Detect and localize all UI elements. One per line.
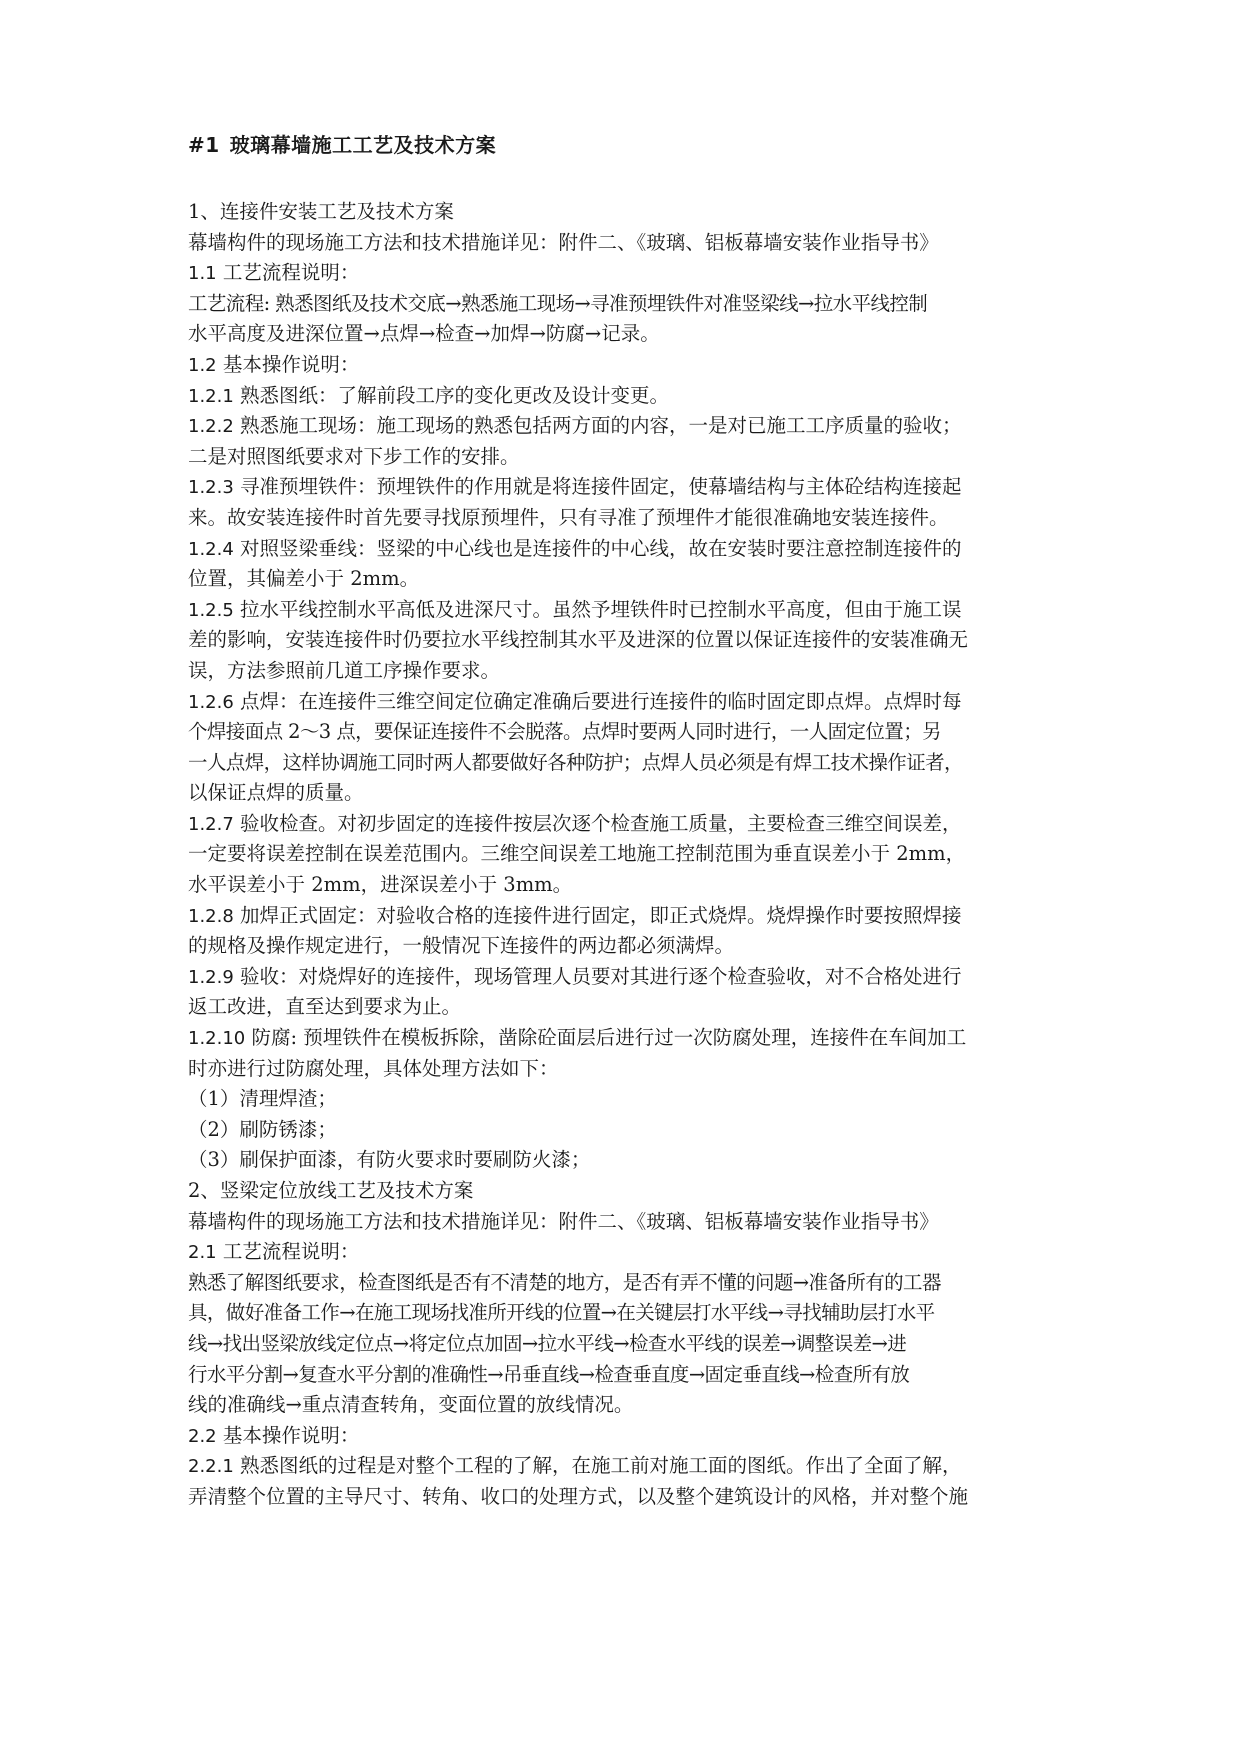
text-line bbox=[188, 1329, 1052, 1360]
text-line bbox=[188, 350, 1052, 381]
line-text: 熟悉图纸：了解前段工序的变化更改及设计变更。 bbox=[233, 383, 670, 407]
text-line bbox=[188, 472, 1052, 503]
line-text: 二是对照图纸要求对下步工作的安排。 bbox=[188, 444, 520, 468]
text-line bbox=[188, 319, 1052, 350]
line-text: 验收：对烧焊好的连接件，现场管理人员要对其进行逐个检查验收，对不合格处进行 bbox=[233, 964, 962, 988]
line-text: 的规格及操作规定进行，一般情况下连接件的两边都必须满焊。 bbox=[188, 934, 735, 958]
text-line bbox=[188, 1084, 1052, 1115]
line-text: 幕墙构件的现场施工方法和技术措施详见：附件二、《玻璃、铝板幕墙安装作业指导书》 bbox=[188, 1209, 939, 1233]
line-text: 弄清整个位置的主导尺寸、转角、收口的处理方式，以及整个建筑设计的风格，并对整个施 bbox=[188, 1484, 969, 1508]
line-text: 来。故安装连接件时首先要寻找原预埋件，只有寻准了预埋件才能很准确地安装连接件。 bbox=[188, 505, 949, 529]
text-line bbox=[188, 901, 1052, 932]
text-line bbox=[188, 839, 1052, 870]
text-line bbox=[188, 1176, 1052, 1207]
text-line bbox=[188, 1298, 1052, 1329]
text-line bbox=[188, 778, 1052, 809]
text-line bbox=[188, 1360, 1052, 1391]
document-title bbox=[188, 130, 496, 160]
text-line bbox=[188, 1207, 1052, 1238]
text-line bbox=[188, 1390, 1052, 1421]
line-text: 个焊接面点 2～3 点，要保证连接件不会脱落。点焊时要两人同时进行，一人固定位置；另 bbox=[188, 720, 942, 744]
text-line bbox=[188, 534, 1052, 565]
line-text: 水平误差小于 2mm，进深误差小于 3mm。 bbox=[188, 873, 573, 897]
line-text: 线的准确线→重点清查转角，变面位置的放线情况。 bbox=[188, 1393, 634, 1417]
text-line bbox=[188, 442, 1052, 473]
section-number: 1.2.7 bbox=[188, 813, 234, 835]
line-text: 工艺流程说明： bbox=[216, 261, 360, 285]
section-number: 1.1 bbox=[188, 263, 217, 285]
line-text: 以保证点焊的质量。 bbox=[188, 781, 364, 805]
text-line bbox=[188, 1421, 1052, 1452]
text-line bbox=[188, 228, 1052, 259]
text-line bbox=[188, 1451, 1052, 1482]
line-text: 对照竖梁垂线：竖梁的中心线也是连接件的中心线，故在安装时要注意控制连接件的 bbox=[233, 536, 962, 560]
section-number: 2.2.1 bbox=[188, 1456, 234, 1478]
section-number: 1.2.2 bbox=[188, 416, 234, 438]
text-line bbox=[188, 1482, 1052, 1513]
title-text: 玻璃幕墙施工工艺及技术方案 bbox=[229, 133, 497, 157]
text-line bbox=[188, 687, 1052, 718]
section-number: 1.2.10 bbox=[188, 1028, 246, 1050]
text-line bbox=[188, 289, 1052, 320]
text-line bbox=[188, 992, 1052, 1023]
text-line bbox=[188, 1115, 1052, 1146]
text-line bbox=[188, 748, 1052, 779]
line-text: 位置，其偏差小于 2mm。 bbox=[188, 567, 420, 591]
line-text: 工艺流程: 熟悉图纸及技术交底→熟悉施工现场→寻准预埋铁件对准竖梁线→拉水平线控制 bbox=[188, 291, 928, 315]
text-line bbox=[188, 717, 1052, 748]
line-text: 验收检查。对初步固定的连接件按层次逐个检查施工质量，主要检查三维空间误差， bbox=[233, 811, 962, 835]
line-text: 熟悉了解图纸要求，检查图纸是否有不清楚的地方，是否有弄不懂的问题→准备所有的工器 bbox=[188, 1270, 941, 1294]
line-text: 拉水平线控制水平高低及进深尺寸。虽然予埋铁件时已控制水平高度，但由于施工误 bbox=[233, 597, 962, 621]
line-text: 寻准预埋铁件：预埋铁件的作用就是将连接件固定，使幕墙结构与主体砼结构连接起 bbox=[233, 475, 962, 499]
title-number: #1 bbox=[188, 133, 220, 157]
section-number: 1.2.3 bbox=[188, 477, 234, 499]
document-body bbox=[188, 197, 1052, 1513]
text-line bbox=[188, 258, 1052, 289]
text-line bbox=[188, 197, 1052, 228]
section-number: 1.2 bbox=[188, 354, 217, 376]
section-number: 1.2.6 bbox=[188, 691, 234, 713]
section-number: 1.2.1 bbox=[188, 385, 234, 407]
text-line bbox=[188, 411, 1052, 442]
line-text: 熟悉施工现场：施工现场的熟悉包括两方面的内容，一是对已施工工序质量的验收； bbox=[233, 414, 962, 438]
text-line bbox=[188, 809, 1052, 840]
line-text: （1）清理焊渣； bbox=[188, 1087, 337, 1111]
text-line bbox=[188, 1054, 1052, 1085]
section-number: 1.2.9 bbox=[188, 966, 234, 988]
line-text: 时亦进行过防腐处理，具体处理方法如下： bbox=[188, 1056, 559, 1080]
line-text: 返工改进，直至达到要求为止。 bbox=[188, 995, 462, 1019]
line-text: 工艺流程说明： bbox=[216, 1240, 360, 1264]
line-text: （2）刷防锈漆； bbox=[188, 1117, 337, 1141]
line-text: 一人点焊，这样协调施工同时两人都要做好各种防护；点焊人员必须是有焊工技术操作证者， bbox=[188, 750, 963, 774]
line-text: 加焊正式固定：对验收合格的连接件进行固定，即正式烧焊。烧焊操作时要按照焊接 bbox=[233, 903, 962, 927]
text-line bbox=[188, 625, 1052, 656]
line-text: 基本操作说明： bbox=[216, 352, 360, 376]
section-number: 1.2.5 bbox=[188, 599, 234, 621]
line-text: 点焊：在连接件三维空间定位确定准确后要进行连接件的临时固定即点焊。点焊时每 bbox=[233, 689, 962, 713]
line-text: 行水平分割→复查水平分割的准确性→吊垂直线→检查垂直度→固定垂直线→检查所有放 bbox=[188, 1362, 910, 1386]
text-line bbox=[188, 1023, 1052, 1054]
section-number: 1.2.8 bbox=[188, 905, 234, 927]
line-text: 误，方法参照前几道工序操作要求。 bbox=[188, 658, 501, 682]
line-text: 防腐: 预埋铁件在模板拆除，凿除砼面层后进行过一次防腐处理，连接件在车间加工 bbox=[245, 1026, 967, 1050]
section-number: 2.1 bbox=[188, 1242, 217, 1264]
text-line bbox=[188, 381, 1052, 412]
text-line bbox=[188, 1237, 1052, 1268]
section-number: 2.2 bbox=[188, 1425, 217, 1447]
line-text: 幕墙构件的现场施工方法和技术措施详见：附件二、《玻璃、铝板幕墙安装作业指导书》 bbox=[188, 230, 939, 254]
text-line bbox=[188, 1145, 1052, 1176]
line-text: （3）刷保护面漆，有防火要求时要刷防火漆； bbox=[188, 1148, 591, 1172]
line-text: 具，做好准备工作→在施工现场找准所开线的位置→在关键层打水平线→寻找辅助层打水平 bbox=[188, 1301, 935, 1325]
line-text: 一定要将误差控制在误差范围内。三维空间误差工地施工控制范围为垂直误差小于 2mm， bbox=[188, 842, 966, 866]
line-text: 水平高度及进深位置→点焊→检查→加焊→防腐→记录。 bbox=[188, 322, 660, 346]
section-number: 1.2.4 bbox=[188, 538, 234, 560]
line-text: 差的影响，安装连接件时仍要拉水平线控制其水平及进深的位置以保证连接件的安装准确无 bbox=[188, 628, 969, 652]
line-text: 基本操作说明： bbox=[216, 1423, 360, 1447]
text-line bbox=[188, 962, 1052, 993]
text-line bbox=[188, 1268, 1052, 1299]
text-line bbox=[188, 503, 1052, 534]
text-line bbox=[188, 931, 1052, 962]
line-text: 1、连接件安装工艺及技术方案 bbox=[188, 200, 454, 223]
line-text: 2、竖梁定位放线工艺及技术方案 bbox=[188, 1179, 474, 1202]
text-line bbox=[188, 564, 1052, 595]
text-line bbox=[188, 656, 1052, 687]
text-line bbox=[188, 870, 1052, 901]
line-text: 熟悉图纸的过程是对整个工程的了解，在施工前对施工面的图纸。作出了全面了解， bbox=[233, 1454, 962, 1478]
text-line bbox=[188, 595, 1052, 626]
line-text: 线→找出竖梁放线定位点→将定位点加固→拉水平线→检查水平线的误差→调整误差→进 bbox=[188, 1331, 907, 1355]
